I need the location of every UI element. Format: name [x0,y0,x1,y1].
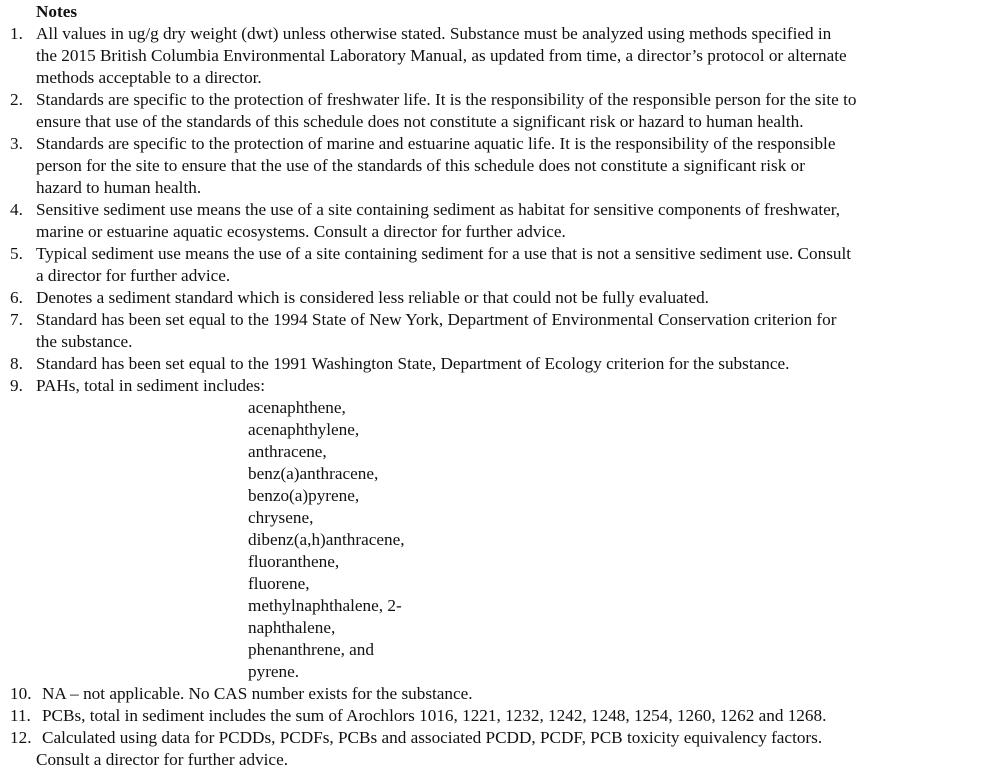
note-line: methods acceptable to a director. [36,68,262,87]
note-line: Calculated using data for PCDDs, PCDFs, PCBs and associated PCDD, PCDF, PCB toxicity equivalency factors. [42,728,823,747]
note-line: the substance. [36,332,133,351]
note-number: 5. [10,244,23,263]
note-2 [0,89,1000,133]
note-line: Typical sediment use means the use of a site containing sediment for a use that is not a sensitive sediment use. Consult [36,244,852,263]
note-5 [0,243,1000,287]
note-10 [0,683,1000,705]
note-9 [0,375,1000,683]
note-line: ensure that use of the standards of this schedule does not constitute a significant risk or hazard to human health. [36,112,804,131]
note-line: Standards are specific to the protection of marine and estuarine aquatic life. It is the responsibility of the responsible [36,134,836,153]
pah-list [36,397,1000,683]
pah-item: acenaphthylene, [248,420,360,439]
note-1 [0,23,1000,89]
note-number: 1. [10,24,23,43]
note-line: Denotes a sediment standard which is considered less reliable or that could not be fully evaluated. [36,288,709,307]
note-line: Consult a director for further advice. [36,750,288,769]
note-number: 2. [10,90,23,109]
note-3 [0,133,1000,199]
note-line: Standard has been set equal to the 1991 Washington State, Department of Ecology criterion for the substance. [36,354,790,373]
note-number: 10. [10,684,32,703]
pah-item: fluorene, [248,574,310,593]
note-7 [0,309,1000,353]
note-line: Standards are specific to the protection of freshwater life. It is the responsibility of the responsible person for the site to [36,90,857,109]
note-4 [0,199,1000,243]
pah-item: pyrene. [248,662,300,681]
note-line: a director for further advice. [36,266,231,285]
note-number: 3. [10,134,23,153]
note-line: marine or estuarine aquatic ecosystems. Consult a director for further advice. [36,222,566,241]
pah-item: methylnaphthalene, 2- [248,596,402,615]
note-line: PCBs, total in sediment includes the sum of Arochlors 1016, 1221, 1232, 1242, 1248, 1254, 1260, 1262 and 1268. [42,706,827,725]
note-line: person for the site to ensure that the use of the standards of this schedule does not constitute a significant risk or [36,156,805,175]
notes-list [0,23,1000,771]
pah-item: chrysene, [248,508,314,527]
note-line: the 2015 British Columbia Environmental Laboratory Manual, as updated from time, a director’s protocol or alternate [36,46,847,65]
note-line: NA – not applicable. No CAS number exists for the substance. [42,684,473,703]
pah-item: naphthalene, [248,618,336,637]
note-line: Standard has been set equal to the 1994 State of New York, Department of Environmental Conservation criterion for [36,310,837,329]
note-line: PAHs, total in sediment includes: [36,376,266,395]
note-number: 11. [10,706,31,725]
pah-item: acenaphthene, [248,398,346,417]
pah-item: fluoranthene, [248,552,340,571]
note-number: 4. [10,200,23,219]
note-number: 6. [10,288,23,307]
note-line: hazard to human health. [36,178,202,197]
note-number: 12. [10,728,32,747]
note-6 [0,287,1000,309]
note-number: 9. [10,376,23,395]
note-line: All values in ug/g dry weight (dwt) unless otherwise stated. Substance must be analyzed using methods specified in [36,24,832,43]
note-8 [0,353,1000,375]
note-number: 7. [10,310,23,329]
note-number: 8. [10,354,23,373]
pah-item: anthracene, [248,442,327,461]
pah-item: benzo(a)pyrene, [248,486,360,505]
note-line: Sensitive sediment use means the use of a site containing sediment as habitat for sensitive components of freshwater, [36,200,841,219]
pah-item: dibenz(a,h)anthracene, [248,530,405,549]
pah-item: phenanthrene, and [248,640,374,659]
pah-item: benz(a)anthracene, [248,464,379,483]
note-11 [0,705,1000,727]
note-12 [0,727,1000,771]
notes-heading: Notes [36,2,78,21]
